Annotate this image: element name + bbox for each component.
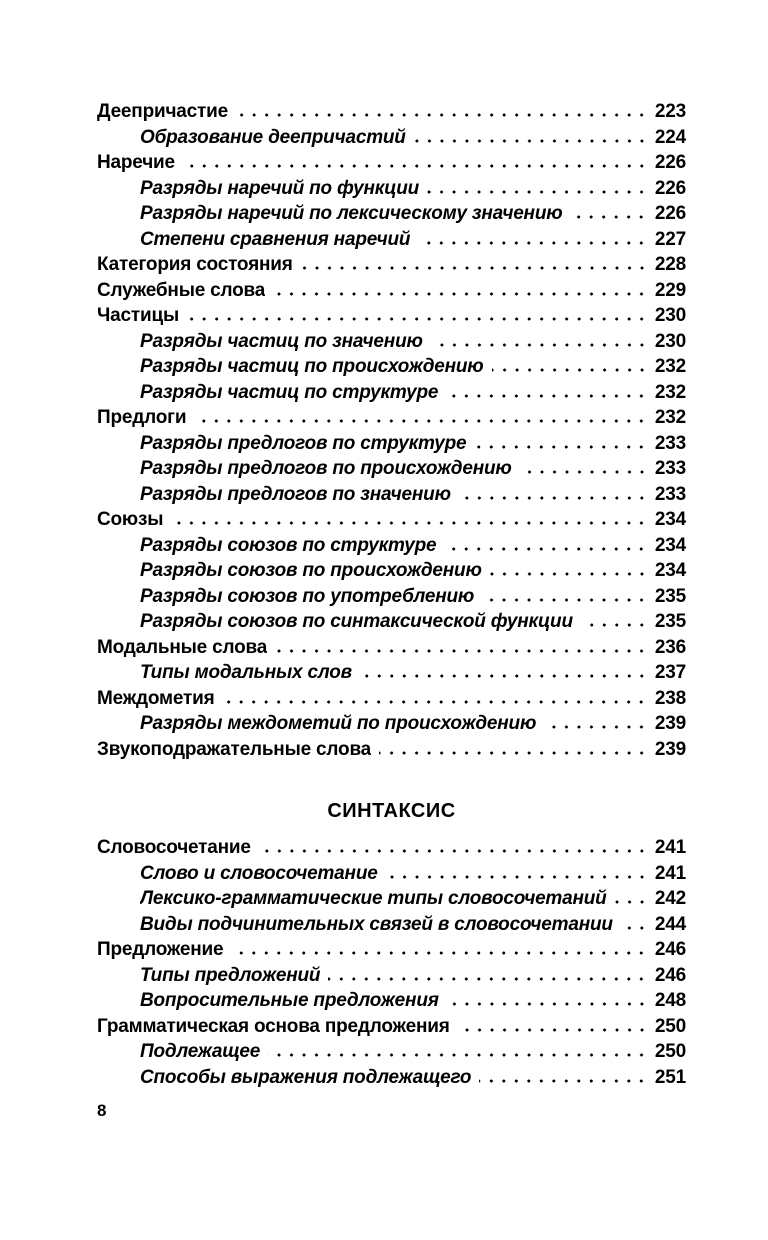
dot-leader	[581, 623, 648, 627]
toc-entry-page-number: 226	[654, 152, 686, 173]
toc-entry	[97, 329, 686, 355]
toc-entry	[97, 912, 686, 938]
toc-entry-page-number: 234	[654, 560, 686, 581]
dot-leader	[490, 572, 648, 576]
toc-entry	[97, 660, 686, 686]
dot-leader	[301, 266, 648, 270]
toc-entry-title: Образование деепричастий	[140, 126, 406, 148]
toc-entry	[97, 507, 686, 533]
dot-leader	[171, 521, 648, 525]
toc-entry	[97, 1065, 686, 1091]
dot-leader	[268, 1053, 648, 1057]
toc-entry-page-number: 226	[654, 177, 686, 199]
toc-entry-title: Разряды союзов по синтаксической функции	[140, 611, 573, 632]
toc-entry	[97, 937, 686, 963]
dot-leader	[187, 317, 648, 321]
section-heading: СИНТАКСИС	[327, 800, 456, 822]
toc-entry-page-number: 242	[654, 888, 686, 909]
toc-entry-page-number: 241	[654, 862, 686, 884]
toc-entry	[97, 711, 686, 737]
toc-entry-title: Слово и словосочетание	[140, 862, 378, 884]
dot-leader	[431, 343, 648, 347]
toc-entry-page-number: 235	[654, 611, 686, 632]
toc-entry	[97, 988, 686, 1014]
toc-entry	[97, 1039, 686, 1065]
dot-leader	[273, 292, 648, 296]
toc-entry	[97, 861, 686, 887]
dot-leader	[479, 1079, 648, 1083]
toc-entry-title: Грамматическая основа предложения	[97, 1015, 450, 1037]
toc-entry	[97, 201, 686, 227]
toc-entry	[97, 380, 686, 406]
toc-entry-page-number: 248	[654, 990, 686, 1011]
toc-entry-page-number: 246	[654, 964, 686, 986]
dot-leader	[259, 849, 648, 853]
toc-entry-page-number: 238	[654, 687, 686, 709]
dot-leader	[482, 598, 648, 602]
toc-entry-title: Лексико-грамматические типы словосочетаний	[140, 888, 607, 909]
dot-leader	[328, 977, 648, 981]
dot-leader	[492, 368, 648, 372]
toc-entry	[97, 886, 686, 912]
toc-entry	[97, 99, 686, 125]
toc-entry-page-number: 229	[654, 279, 686, 301]
toc-entry-title: Типы модальных слов	[140, 662, 352, 683]
toc-entry-page-number: 223	[654, 101, 686, 122]
toc-entry-page-number: 230	[654, 330, 686, 352]
toc-entry-title: Разряды наречий по функции	[140, 177, 420, 199]
toc-entry	[97, 150, 686, 176]
toc-entry	[97, 835, 686, 861]
toc-entry	[97, 456, 686, 482]
toc-entry-page-number: 246	[654, 939, 686, 960]
toc-entry-title: Деепричастие	[97, 101, 228, 122]
toc-entry-title: Разряды частиц по значению	[140, 330, 423, 352]
toc-entry-title: Модальные слова	[97, 636, 268, 658]
toc-entry-title: Разряды междометий по происхождению	[140, 713, 537, 734]
dot-leader	[183, 164, 648, 168]
toc-entry-title: Разряды союзов по структуре	[140, 534, 437, 556]
toc-entry-title: Категория состояния	[97, 254, 293, 275]
toc-entry	[97, 533, 686, 559]
toc-entry-page-number: 232	[654, 407, 686, 428]
toc-entry	[97, 125, 686, 151]
toc-entry-page-number: 234	[654, 534, 686, 556]
toc-entry	[97, 303, 686, 329]
toc-entry-page-number: 233	[654, 458, 686, 479]
toc-entry	[97, 963, 686, 989]
toc-entry-title: Предлоги	[97, 407, 187, 428]
toc-entry-title: Разряды союзов по происхождению	[140, 560, 482, 581]
dot-leader	[194, 419, 648, 423]
toc-entry-page-number: 241	[654, 837, 686, 858]
toc-entry-page-number: 251	[654, 1066, 686, 1088]
toc-entry	[97, 482, 686, 508]
toc-entry-page-number: 228	[654, 254, 686, 275]
dot-leader	[570, 215, 647, 219]
toc-entry	[97, 584, 686, 610]
toc-entry	[97, 558, 686, 584]
page-number: 8	[97, 1101, 107, 1120]
toc-entry	[97, 609, 686, 635]
dot-leader	[414, 139, 648, 143]
toc-entry	[97, 252, 686, 278]
toc-entry-page-number: 226	[654, 203, 686, 224]
toc-entry-page-number: 233	[654, 432, 686, 454]
toc-entry-page-number: 239	[654, 713, 686, 734]
dot-leader	[520, 470, 648, 474]
toc-entry-page-number: 227	[654, 228, 686, 250]
toc-entry-page-number: 235	[654, 585, 686, 607]
toc-entry-title: Типы предложений	[140, 964, 321, 986]
dot-leader	[379, 751, 648, 755]
toc-entry	[97, 1014, 686, 1040]
dot-leader	[231, 951, 648, 955]
dot-leader	[621, 926, 648, 930]
dot-leader	[459, 496, 648, 500]
dot-leader	[447, 1002, 648, 1006]
toc-entry-page-number: 250	[654, 1015, 686, 1037]
toc-entry-title: Разряды предлогов по происхождению	[140, 458, 512, 479]
toc-entry-page-number: 237	[654, 662, 686, 683]
toc-entry	[97, 278, 686, 304]
dot-leader	[418, 241, 648, 245]
dot-leader	[236, 113, 648, 117]
toc-entry-title: Междометия	[97, 687, 215, 709]
toc-entry-page-number: 236	[654, 636, 686, 658]
toc-entry-title: Разряды союзов по употреблению	[140, 585, 475, 607]
toc-entry	[97, 176, 686, 202]
dot-leader	[427, 190, 648, 194]
toc-entry-title: Наречие	[97, 152, 175, 173]
toc-entry-title: Разряды частиц по структуре	[140, 381, 439, 403]
toc-entry-title: Разряды наречий по лексическому значению	[140, 203, 563, 224]
toc-entry	[97, 227, 686, 253]
toc-entry	[97, 431, 686, 457]
toc-entry-title: Способы выражения подлежащего	[140, 1066, 472, 1088]
toc-entry-title: Подлежащее	[140, 1041, 261, 1062]
toc-entry-page-number: 234	[654, 509, 686, 530]
toc-entry	[97, 686, 686, 712]
dot-leader	[444, 547, 647, 551]
toc-entry-title: Союзы	[97, 509, 164, 530]
toc-entry-title: Предложение	[97, 939, 224, 960]
toc-entry	[97, 635, 686, 661]
dot-leader	[615, 900, 648, 904]
toc-entry	[97, 354, 686, 380]
toc-entry	[97, 737, 686, 763]
toc-entry-title: Степени сравнения наречий	[140, 228, 411, 250]
dot-leader	[360, 674, 648, 678]
dot-leader	[474, 445, 648, 449]
toc-entry-title: Разряды предлогов по структуре	[140, 432, 467, 454]
toc-entry-title: Разряды частиц по происхождению	[140, 356, 484, 377]
toc-entry-page-number: 233	[654, 483, 686, 505]
dot-leader	[446, 394, 648, 398]
dot-leader	[386, 875, 648, 879]
table-of-contents	[97, 99, 686, 1090]
toc-entry-page-number: 250	[654, 1041, 686, 1062]
dot-leader	[275, 649, 648, 653]
dot-leader	[222, 700, 647, 704]
toc-entry-title: Звукоподражательные слова	[97, 738, 372, 760]
toc-entry	[97, 405, 686, 431]
toc-entry-page-number: 230	[654, 305, 686, 326]
dot-leader	[544, 725, 648, 729]
toc-entry-title: Виды подчинительных связей в словосочетании	[140, 913, 613, 935]
toc-entry-page-number: 232	[654, 356, 686, 377]
toc-entry-page-number: 244	[654, 913, 686, 935]
toc-entry-title: Служебные слова	[97, 279, 266, 301]
dot-leader	[458, 1028, 648, 1032]
toc-entry-page-number: 239	[654, 738, 686, 760]
toc-entry-title: Словосочетание	[97, 837, 251, 858]
toc-entry-page-number: 224	[654, 126, 686, 148]
toc-entry-title: Вопросительные предложения	[140, 990, 439, 1011]
toc-entry-page-number: 232	[654, 381, 686, 403]
toc-entry-title: Разряды предлогов по значению	[140, 483, 451, 505]
toc-entry-title: Частицы	[97, 305, 179, 326]
